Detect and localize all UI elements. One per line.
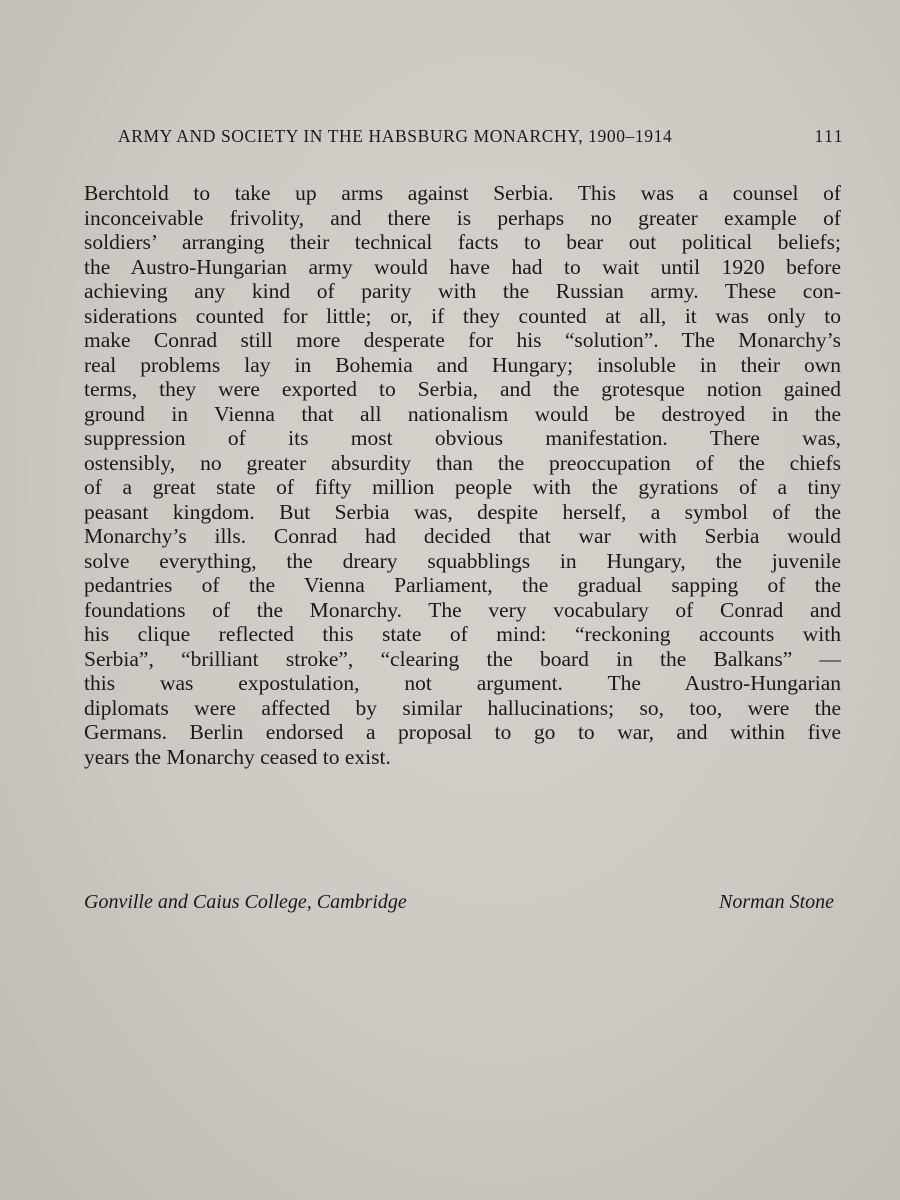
text-line: solve everything, the dreary squabblings in Hungary, the juvenile [84,548,841,573]
text-line: Germans. Berlin endorsed a proposal to go to war, and within five [84,720,841,744]
running-head [118,126,844,152]
body-paragraph [84,181,841,769]
text-line: this was expostulation, not argument. The Austro-Hungarian [84,671,841,695]
running-head-title: ARMY AND SOCIETY IN THE HABSBURG MONARCHY, 1900–1914 [118,126,673,146]
text-line: terms, they were exported to Serbia, and the grotesque notion gained [84,377,841,401]
text-line: siderations counted for little; or, if they counted at all, it was only to [84,303,841,328]
page-number: 111 [814,126,844,146]
text-line: Serbia”, “brilliant stroke”, “clearing the board in the Balkans” — [84,646,841,671]
author-institution: Gonville and Caius College, Cambridge [84,891,407,913]
text-line: inconceivable frivolity, and there is perhaps no greater example of [84,205,841,230]
text-line: ostensibly, no greater absurdity than the preoccupation of the chiefs [84,450,841,475]
text-line: soldiers’ arranging their technical facts to bear out political beliefs; [84,230,841,254]
text-line: ground in Vienna that all nationalism would be destroyed in the [84,401,841,426]
signoff [84,888,834,916]
text-line: make Conrad still more desperate for his “solution”. The Monarchy’s [84,328,841,352]
text-line: of a great state of fifty million people with the gyrations of a tiny [84,475,841,499]
text-line: suppression of its most obvious manifestation. There was, [84,426,841,450]
text-line: real problems lay in Bohemia and Hungary; insoluble in their own [84,352,841,377]
text-line: foundations of the Monarchy. The very vocabulary of Conrad and [84,597,841,622]
text-line: the Austro-Hungarian army would have had to wait until 1920 before [84,254,841,279]
author-name: Norman Stone [719,891,834,913]
text-line: diplomats were affected by similar hallucinations; so, too, were the [84,695,841,720]
text-line: peasant kingdom. But Serbia was, despite herself, a symbol of the [84,499,841,524]
text-line: years the Monarchy ceased to exist. [84,744,391,769]
text-line: his clique reflected this state of mind: “reckoning accounts with [84,622,841,646]
text-line: achieving any kind of parity with the Russian army. These con- [84,279,841,303]
text-line: Monarchy’s ills. Conrad had decided that war with Serbia would [84,524,841,548]
text-line: Berchtold to take up arms against Serbia. This was a counsel of [84,181,841,205]
text-line: pedantries of the Vienna Parliament, the gradual sapping of the [84,573,841,597]
